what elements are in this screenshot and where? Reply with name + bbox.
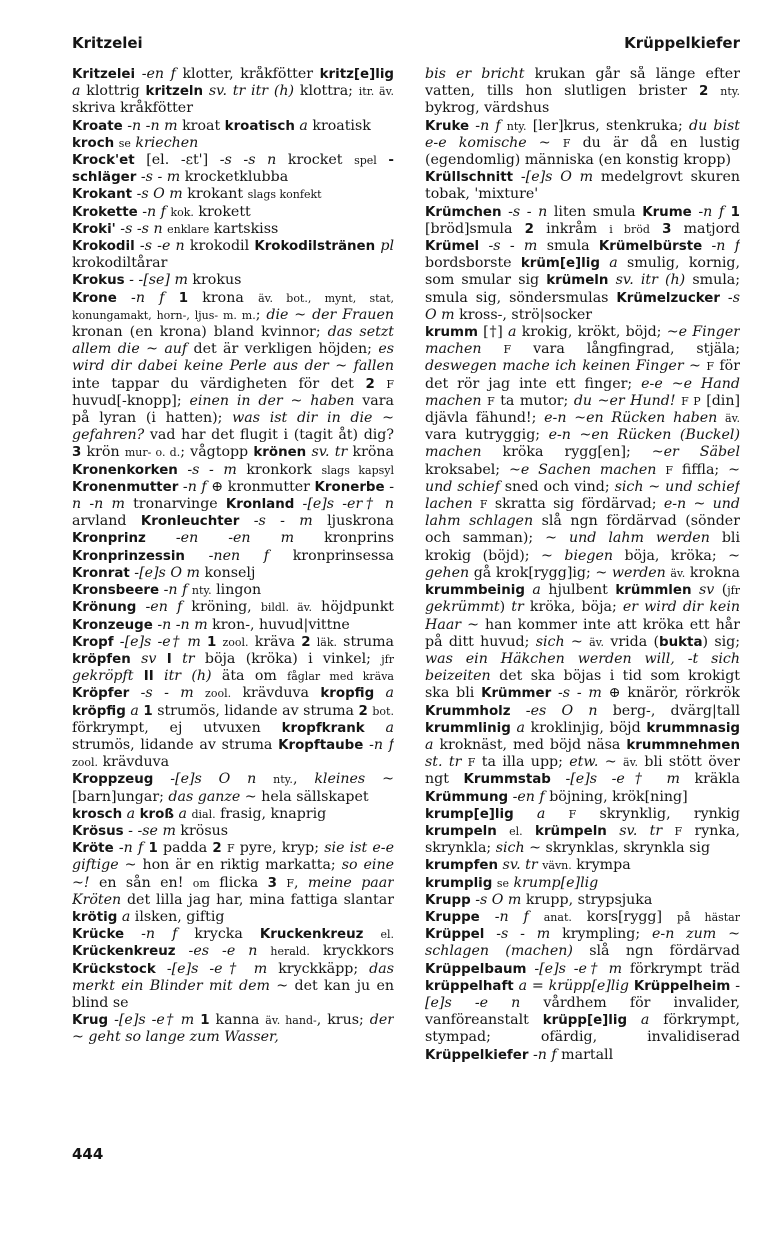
- dictionary-entry: Krock'et [el. -εt'] -s -s n krocket spel -schläger -s - m krocketklubba: [72, 152, 394, 186]
- dictionary-entry: Krone -n f 1 krona äv. bot., mynt, stat, konungamakt, horn-, ljus- m. m.; die ~ der Frauen kronan (en krona) bland kvinnor; das setzt allem die ~ auf det är verkligen höjden; es wird dir dabei keine Perle aus der ~ fallen inte tappar du värdigheten för det 2 F huvud[-knopp]; einen in der ~ haben vara på lyran (i hatten); was ist dir in die ~ gefahren? vad har det flugit i (tagit åt) dig? 3 krön mur- o. d.; vågtopp krönen sv. tr kröna Kronenkorken -s - m kronkork slags kapsyl Kronenmutter -n f ⊕ kronmutter Kronerbe -n -n m tronarvinge Kronland -[e]s -er† n arvland Kronleuchter -s - m ljuskrona Kronprinz -en -en m kronprins Kronprinzessin -nen f kronprinsessa Kronrat -[e]s O m konselj: [72, 289, 394, 581]
- dictionary-entry: Kroki' -s -s n enklare kartskiss: [72, 220, 279, 237]
- dictionary-entry: Kritzelei -en f klotter, kråkfötter kritz[e]lig a klottrig kritzeln sv. tr itr (h) klottra; itr. äv. skriva kråkfötter: [72, 66, 394, 117]
- dictionary-entry: Krokant -s O m krokant slags konfekt: [72, 186, 322, 203]
- left-column: [72, 66, 394, 1136]
- guideword-right: Krüppelkiefer: [624, 34, 740, 52]
- dictionary-entry: Krösus - -se m krösus: [72, 822, 229, 839]
- dictionary-entry: krumplig se krump[e]lig: [425, 874, 599, 891]
- dictionary-entry: Krüllschnitt -[e]s O m medelgrovt skuren tobak, 'mixture': [425, 169, 740, 203]
- dictionary-entry: krumm [†] a krokig, krökt, böjd; ~e Finger machen F vara långfingrad, stjäla; deswegen mache ich keinen Finger ~ F för det rör jag inte ett finger; e-e ~e Hand machen F ta mutor; du ~er Hund! F P [din] djävla fähund!; e-n ~en Rücken haben äv. vara kutryggig; e-n ~en Rücken (Buckel) machen kröka rygg[en]; ~er Säbel kroksabel; ~e Sachen machen F fiffla; ~ und schief sned och vind; sich ~ und schief lachen F skratta sig fördärvad; e-n ~ und lahm schlagen slå ngn fördärvad (sönder och samman); ~ und lahm werden bli krokig (böjd); ~ biegen böja, kröka; ~ gehen gå krok[rygg]ig; ~ werden äv. krokna krummbeinig a hjulbent krümmlen sv (jfr gekrümmt) tr kröka, böja; er wird dir kein Haar ~ han kommer inte att kröka ett hår på ditt huvud; sich ~ äv. vrida (bukta) sig; was ein Häkchen werden will, -t sich beizeiten det ska böjas i tid som krokigt ska bli Krümmer -s - m ⊕ knärör, rörkrök Krummholz -es O n berg-, dvärg|tall krummlinig a kroklinjig, böjd krummnasig a kroknäst, med böjd näsa krummnehmen st. tr F ta illa upp; etw. ~ äv. bli stött över ngt Krummstab -[e]s -e† m kräkla Krümmung -en f böjning, krök[ning]: [425, 324, 740, 805]
- dictionary-entry: Kroppzeug -[e]s O n nty., kleines ~ [barn]ungar; das ganze ~ hela sällskapet: [72, 771, 394, 805]
- right-column: [425, 66, 740, 1136]
- dictionary-entry: Krokette -n f kok. krokett: [72, 203, 251, 220]
- dictionary-entry: Krönung -en f kröning, bildl. äv. höjdpunkt Kronzeuge -n -n m kron-, huvud|vittne: [72, 599, 394, 633]
- dictionary-entry: Kroate -n -n m kroat kroatisch a kroatisk: [72, 117, 371, 134]
- dictionary-entry: Krümchen -s - n liten smula Krume -n f 1 [bröd]smula 2 inkråm i bröd 3 matjord Krümel -s - m smula Krümelbürste -n f bordsborste krüm[e]lig a smulig, kornig, som smular sig krümeln sv. itr (h) smula; smula sig, söndersmulas Krümelzucker -s O m kross-, strö|socker: [425, 203, 740, 323]
- dictionary-entry: kroch se kriechen: [72, 134, 199, 151]
- running-head: [72, 34, 740, 56]
- dictionary-entry: Kröte -n f 1 padda 2 F pyre, kryp; sie ist e-e giftige ~ hon är en riktig markatta; so eine ~! en sån en! om flicka 3 F, meine paar Kröten det lilla jag har, mina fattiga slantar krötig a ilsken, giftig: [72, 840, 394, 925]
- dictionary-entry: krumpfen sv. tr vävn. krympa: [425, 857, 631, 874]
- dictionary-entry: Kruppe -n f anat. kors[rygg] på hästar Krüppel -s - m krympling; e-n zum ~ schlagen (machen) slå ngn fördärvad Krüppelbaum -[e]s -e† m förkrympt träd krüppelhaft a = krüpp[e]lig Krüppelheim -[e]s -e n vårdhem för invalider, vanföreanstalt krüpp[e]lig a förkrympt, stympad; ofärdig, invalidiserad Krüppelkiefer -n f martall: [425, 908, 740, 1063]
- dictionary-entry: Krücke -n f krycka Kruckenkreuz el. Krückenkreuz -es -e n herald. kryckkors Krückstock -[e]s -e† m kryckkäpp; das merkt ein Blinder mit dem ~ det kan ju en blind se: [72, 926, 394, 1011]
- dictionary-entry: krosch a kroß a dial. frasig, knaprig: [72, 805, 327, 822]
- dictionary-entry: krump[e]lig a F skrynklig, rynkig krumpeln el. krümpeln sv. tr F rynka, skrynkla; sich ~ skrynklas, skrynkla sig: [425, 805, 740, 857]
- dictionary-entry: Krug -[e]s -e† m 1 kanna äv. hand-, krus; der ~ geht so lange zum Wasser,: [72, 1012, 394, 1046]
- guideword-left: Kritzelei: [72, 34, 143, 52]
- dictionary-entry: bis er bricht krukan går så länge efter vatten, tills hon slutligen brister 2 nty. bykrog, värdshus: [425, 66, 740, 117]
- dictionary-entry: Kruke -n f nty. [ler]krus, stenkruka; du bist e-e komische ~ F du är då en lustig (egendomlig) människa (en konstig kropp): [425, 117, 740, 169]
- dictionary-entry: Krokodil -s -e n krokodil Krokodilstränen pl krokodiltårar: [72, 238, 394, 272]
- dictionary-entry: Krokus - -[se] m krokus: [72, 272, 242, 289]
- dictionary-entry: Krupp -s O m krupp, strypsjuka: [425, 891, 653, 908]
- dictionary-entry: Kropf -[e]s -e† m 1 zool. kräva 2 läk. struma kröpfen sv I tr böja (kröka) i vinkel; jfr gekröpft II itr (h) äta om fåglar med kräva Kröpfer -s - m zool. krävduva kropfig a kröpfig a 1 strumös, lidande av struma 2 bot. förkrympt, ej utvuxen kropfkrank a strumös, lidande av struma Kropftaube -n f zool. krävduva: [72, 633, 394, 771]
- page-number: 444: [72, 1145, 104, 1163]
- dictionary-entry: Kronsbeere -n f nty. lingon: [72, 582, 262, 599]
